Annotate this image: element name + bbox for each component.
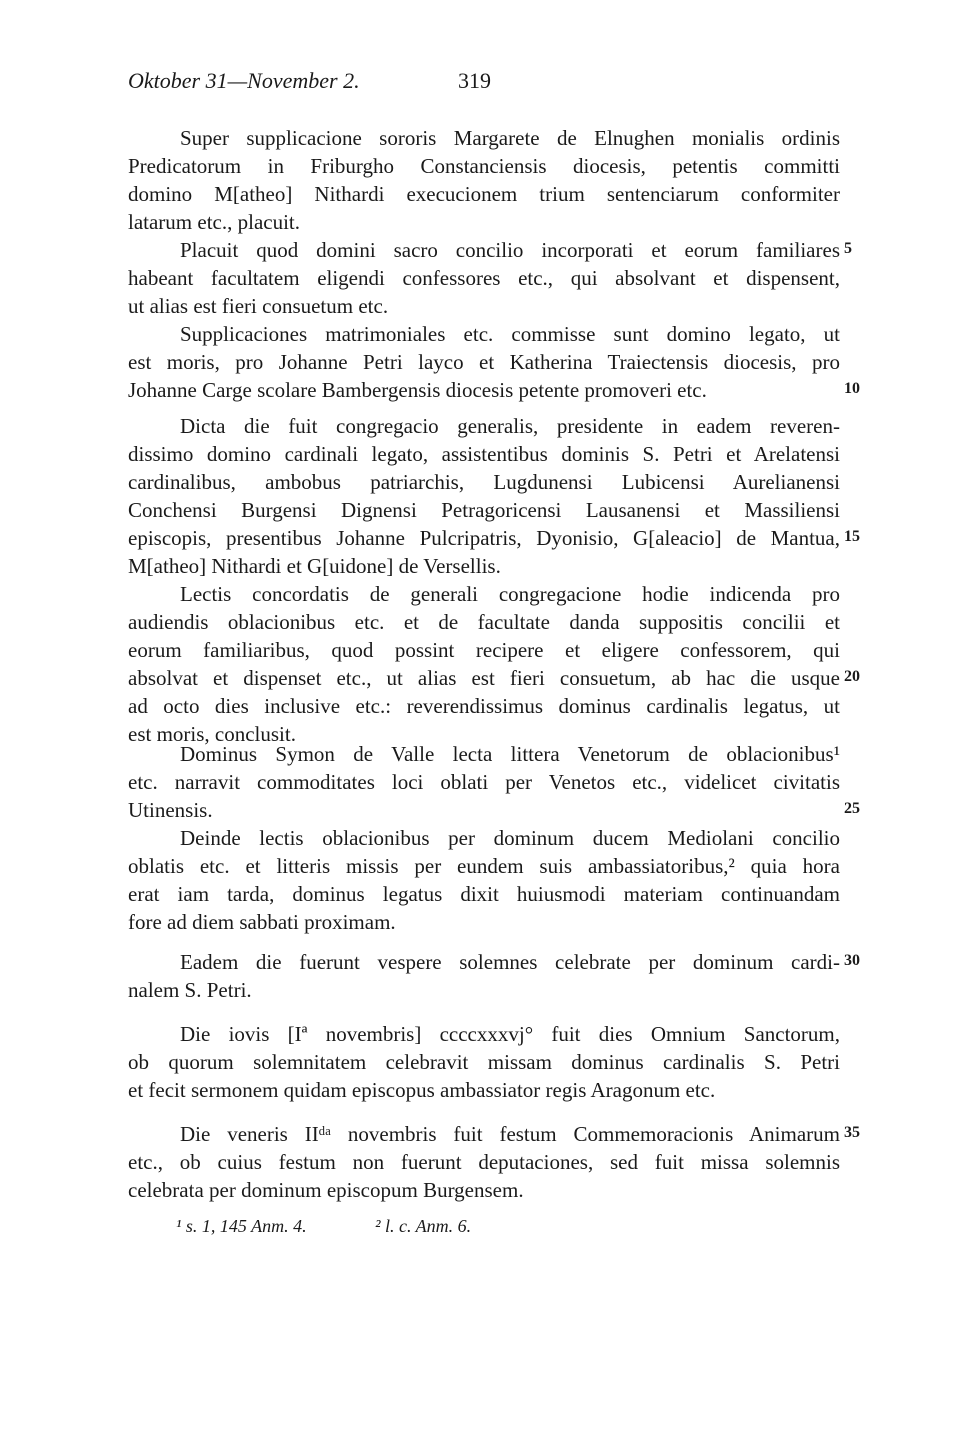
- footnotes: [176, 1216, 535, 1237]
- line-number: 25: [844, 800, 860, 817]
- text-line: Die iovis [Iª novembris] ccccxxxvj° fuit dies Omnium Sanctorum,: [180, 1022, 840, 1046]
- text-line: eorum familiaribus, quod possint recipere et eligere confessorem, qui: [128, 638, 840, 662]
- text-line: ad octo dies inclusive etc.: reverendissimus dominus cardinalis legatus, ut: [128, 694, 840, 718]
- paragraph: [128, 124, 840, 236]
- text-line: Dominus Symon de Valle lecta littera Venetorum de oblacionibus¹: [180, 742, 840, 766]
- text-line: Super supplicacione sororis Margarete de Elnughen monialis ordinis: [180, 126, 840, 150]
- text-line: etc. narravit commoditates loci oblati per Venetos etc., videlicet civitatis: [128, 770, 840, 794]
- text-line: absolvat et dispenset etc., ut alias est fieri consuetum, ab hac die usque: [128, 666, 840, 690]
- text-line: ut alias est fieri consuetum etc.: [128, 294, 389, 318]
- text-line: Placuit quod domini sacro concilio incorporati et eorum familiares: [180, 238, 840, 262]
- text-line: et fecit sermonem quidam episcopus ambassiator regis Aragonum etc.: [128, 1078, 716, 1102]
- paragraph: [128, 412, 840, 580]
- paragraph: [128, 824, 840, 936]
- footnote: ¹ s. 1, 145 Anm. 4.: [176, 1216, 307, 1236]
- text-line: Lectis concordatis de generali congregacione hodie indicenda pro: [180, 582, 840, 606]
- text-line: Johanne Carge scolare Bambergensis diocesis petente promoveri etc.: [128, 378, 707, 402]
- text-line: M[atheo] Nithardi et G[uidone] de Versellis.: [128, 554, 501, 578]
- running-title: Oktober 31—November 2.: [128, 68, 360, 93]
- page-number: 319: [458, 68, 491, 93]
- text-line: Predicatorum in Friburgho Constanciensis diocesis, petentis committi: [128, 154, 840, 178]
- text-line: latarum etc., placuit.: [128, 210, 301, 234]
- text-line: Dicta die fuit congregacio generalis, presidente in eadem reveren-: [180, 414, 840, 438]
- paragraph: [128, 740, 840, 824]
- paragraph: [128, 1120, 840, 1204]
- text-line: domino M[atheo] Nithardi execucionem trium sentenciarum conformiter: [128, 182, 840, 206]
- line-number: 10: [844, 380, 860, 397]
- text-line: Conchensi Burgensi Dignensi Petragoricensi Lausanensi et Massiliensi: [128, 498, 840, 522]
- footnote: ² l. c. Anm. 6.: [375, 1216, 472, 1236]
- paragraph: [128, 580, 840, 748]
- line-number: 15: [844, 528, 860, 545]
- paragraph: [128, 236, 840, 320]
- text-line: nalem S. Petri.: [128, 978, 252, 1002]
- text-line: Die veneris IIᵈᵃ novembris fuit festum Commemoracionis Animarum: [180, 1122, 840, 1146]
- text-line: Eadem die fuerunt vespere solemnes celebrate per dominum cardi-: [180, 950, 840, 974]
- text-line: est moris, conclusit.: [128, 722, 296, 746]
- text-line: etc., ob cuius festum non fuerunt deputaciones, sed fuit missa solemnis: [128, 1150, 840, 1174]
- text-line: Deinde lectis oblacionibus per dominum ducem Mediolani concilio: [180, 826, 840, 850]
- text-line: cardinalibus, ambobus patriarchis, Lugdunensi Lubicensi Aurelianensi: [128, 470, 840, 494]
- line-number: 20: [844, 668, 860, 685]
- paragraph: [128, 1020, 840, 1104]
- text-line: est moris, pro Johanne Petri layco et Katherina Traiectensis diocesis, pro: [128, 350, 840, 374]
- page-header: [128, 68, 868, 100]
- text-line: ob quorum solemnitatem celebravit missam dominus cardinalis S. Petri: [128, 1050, 840, 1074]
- text-line: erat iam tarda, dominus legatus dixit huiusmodi materiam continuandam: [128, 882, 840, 906]
- text-line: celebrata per dominum episcopum Burgensem.: [128, 1178, 524, 1202]
- text-line: Supplicaciones matrimoniales etc. commisse sunt domino legato, ut: [180, 322, 840, 346]
- text-line: Utinensis.: [128, 798, 213, 822]
- text-line: habeant facultatem eligendi confessores etc., qui absolvant et dispensent,: [128, 266, 840, 290]
- line-number: 35: [844, 1124, 860, 1141]
- line-number: 5: [844, 240, 852, 257]
- paragraph: [128, 320, 840, 404]
- text-line: audiendis oblacionibus etc. et de facultate danda suppositis concilii et: [128, 610, 840, 634]
- text-line: episcopis, presentibus Johanne Pulcripatris, Dyonisio, G[aleacio] de Mantua,: [128, 526, 840, 550]
- text-line: oblatis etc. et litteris missis per eundem suis ambassiatoribus,² quia hora: [128, 854, 840, 878]
- paragraph: [128, 948, 840, 1004]
- line-number: 30: [844, 952, 860, 969]
- text-line: fore ad diem sabbati proximam.: [128, 910, 396, 934]
- text-line: dissimo domino cardinali legato, assistentibus dominis S. Petri et Arelatensi: [128, 442, 840, 466]
